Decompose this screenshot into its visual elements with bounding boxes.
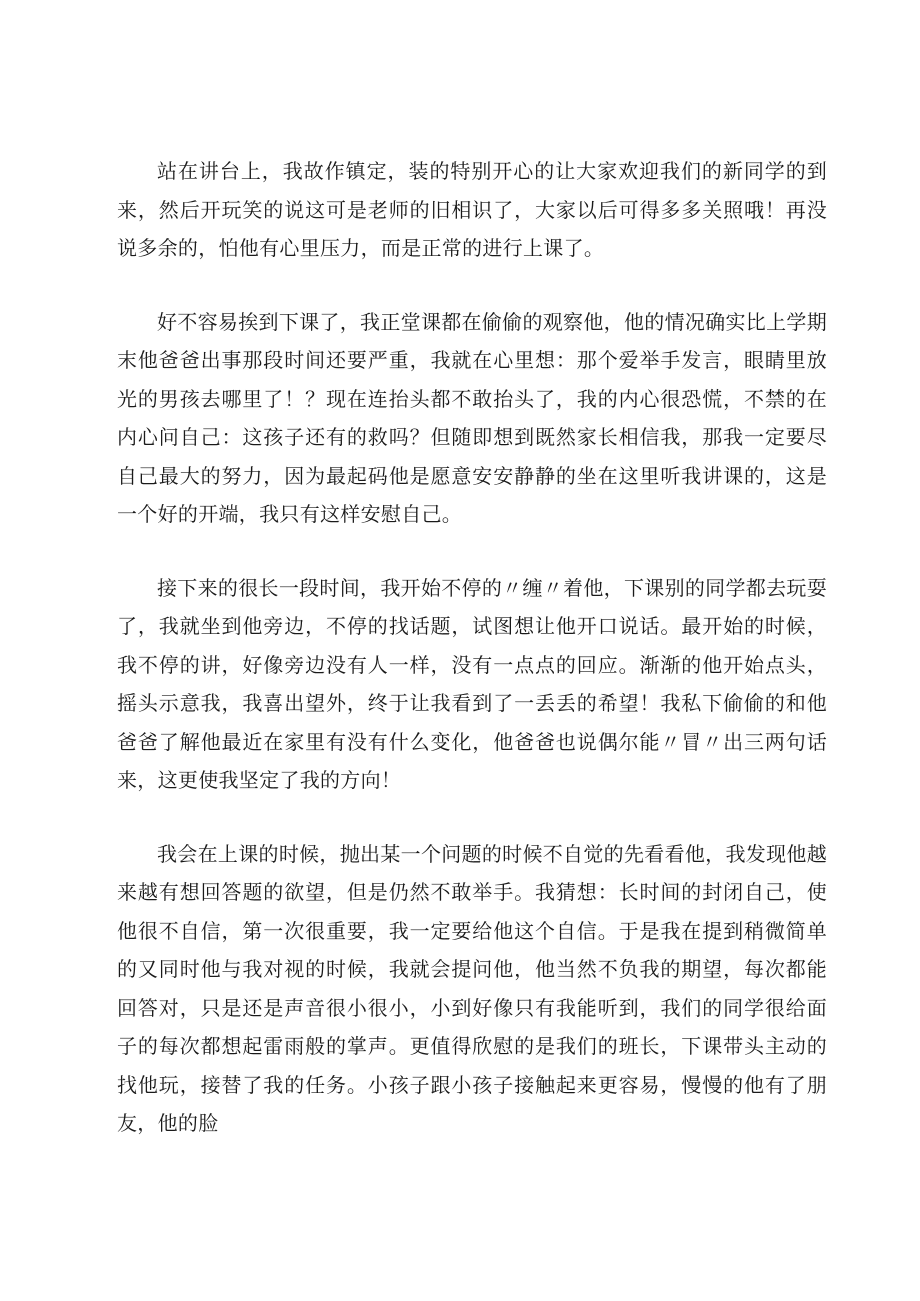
paragraph-1: 站在讲台上，我故作镇定，装的特别开心的让大家欢迎我们的新同学的到来，然后开玩笑的说这可是老师的旧相识了，大家以后可得多多关照哦！再没说多余的，怕他有心里压力，而是正常的进行上课了。: [117, 159, 827, 260]
article-body: [117, 152, 827, 1178]
paragraph-2: 好不容易挨到下课了，我正堂课都在偷偷的观察他，他的情况确实比上学期末他爸爸出事那段时间还要严重，我就在心里想：那个爱举手发言，眼睛里放光的男孩去哪里了！？现在连抬头都不敢抬头了，我的内心很恐慌，不禁的在内心问自己：这孩子还有的救吗？但随即想到既然家长相信我，那我一定要尽自己最大的努力，因为最起码他是愿意安安静静的坐在这里听我讲课的，这是一个好的开端，我只有这样安慰自己。: [117, 309, 827, 526]
paragraph-4: 我会在上课的时候，抛出某一个问题的时候不自觉的先看看他，我发现他越来越有想回答题的欲望，但是仍然不敢举手。我猜想：长时间的封闭自己，使他很不自信，第一次很重要，我一定要给他这个自信。于是我在提到稍微简单的又同时他与我对视的时候，我就会提问他，他当然不负我的期望，每次都能回答对，只是还是声音很小很小，小到好像只有我能听到，我们的同学很给面子的每次都想起雷雨般的掌声。更值得欣慰的是我们的班长，下课带头主动的找他玩，接替了我的任务。小孩子跟小孩子接触起来更容易，慢慢的他有了朋友，他的脸: [117, 841, 827, 1135]
paragraph-3: 接下来的很长一段时间，我开始不停的〃缠〃着他，下课别的同学都去玩耍了，我就坐到他旁边，不停的找话题，试图想让他开口说话。最开始的时候，我不停的讲，好像旁边没有人一样，没有一点点的回应。渐渐的他开始点头，摇头示意我，我喜出望外，终于让我看到了一丢丢的希望！我私下偷偷的和他爸爸了解他最近在家里有没有什么变化，他爸爸也说偶尔能〃冒〃出三两句话来，这更使我坚定了我的方向！: [117, 575, 827, 792]
